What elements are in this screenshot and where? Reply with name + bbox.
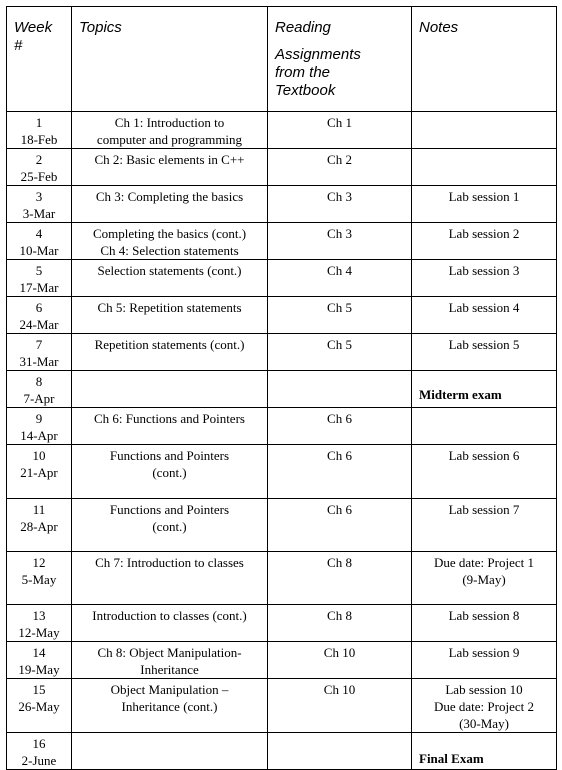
notes-cell: [412, 371, 557, 408]
topic-cell: [72, 112, 268, 149]
week-cell: [7, 679, 72, 733]
table-row: [7, 445, 557, 499]
topic-cell: [72, 149, 268, 186]
week-date: 2-June: [21, 753, 57, 768]
topic-cell: [72, 260, 268, 297]
topic-cell: [72, 642, 268, 679]
week-cell: [7, 408, 72, 445]
reading-cell: [268, 334, 412, 371]
notes-cell: [412, 112, 557, 149]
notes: Midterm exam: [419, 387, 502, 402]
table-row: [7, 334, 557, 371]
topic: Object Manipulation – Inheritance (cont.): [110, 682, 229, 714]
table-row: [7, 260, 557, 297]
topic-cell: [72, 605, 268, 642]
reading: Ch 3: [327, 226, 352, 241]
week-cell: [7, 445, 72, 499]
week-date: 10-Mar: [19, 243, 59, 258]
week-number: 14: [32, 645, 46, 660]
reading-cell: [268, 371, 412, 408]
header-notes: [412, 7, 557, 112]
notes: Lab session 5: [448, 337, 520, 352]
week-number: 8: [35, 374, 43, 389]
week-date: 26-May: [18, 699, 60, 714]
reading: [268, 371, 411, 373]
week-number: 16: [32, 736, 46, 751]
table-row: [7, 605, 557, 642]
reading: Ch 6: [327, 411, 352, 426]
week-cell: [7, 186, 72, 223]
week-date: 7-Apr: [23, 391, 55, 406]
topic: Functions and Pointers (cont.): [109, 502, 230, 534]
topic-cell: [72, 499, 268, 552]
topic-cell: [72, 445, 268, 499]
notes: [412, 149, 556, 151]
topic-cell: [72, 679, 268, 733]
week-cell: [7, 642, 72, 679]
week-date: 18-Feb: [20, 132, 58, 147]
header-reading: [268, 7, 412, 112]
reading: Ch 10: [323, 645, 356, 660]
topic: Introduction to classes (cont.): [92, 608, 247, 623]
week-date: 28-Apr: [20, 519, 58, 534]
table-row: [7, 679, 557, 733]
week-cell: [7, 223, 72, 260]
reading-cell: [268, 552, 412, 605]
reading: Ch 4: [327, 263, 352, 278]
topic-cell: [72, 297, 268, 334]
table-row: [7, 499, 557, 552]
notes: Lab session 7: [448, 502, 520, 517]
notes-cell: [412, 223, 557, 260]
topic-cell: [72, 371, 268, 408]
table-row: [7, 149, 557, 186]
table-row: [7, 112, 557, 149]
notes: Lab session 4: [448, 300, 520, 315]
header-reading-sublabel: Assignments from the Textbook: [275, 46, 361, 99]
reading-cell: [268, 499, 412, 552]
topic: Repetition statements (cont.): [94, 337, 245, 352]
header-reading-label: Reading: [275, 19, 331, 36]
week-number: 13: [32, 608, 46, 623]
week-date: 21-Apr: [20, 465, 58, 480]
notes: Final Exam: [419, 751, 484, 766]
reading-cell: [268, 679, 412, 733]
week-cell: [7, 334, 72, 371]
week-number: 9: [35, 411, 43, 426]
notes: Lab session 2: [448, 226, 520, 241]
week-date: 25-Feb: [20, 169, 58, 184]
header-topics: [72, 7, 268, 112]
topic: Ch 3: Completing the basics: [95, 189, 244, 204]
notes: [412, 408, 556, 410]
topic: [72, 371, 267, 373]
reading: Ch 8: [327, 608, 352, 623]
notes-cell: [412, 186, 557, 223]
week-number: 7: [35, 337, 43, 352]
topic: Ch 5: Repetition statements: [97, 300, 242, 315]
week-cell: [7, 605, 72, 642]
notes-cell: [412, 445, 557, 499]
reading: Ch 2: [327, 152, 352, 167]
reading: Ch 3: [327, 189, 352, 204]
reading-cell: [268, 260, 412, 297]
week-number: 11: [32, 502, 46, 517]
reading: Ch 5: [327, 337, 352, 352]
week-date: 14-Apr: [20, 428, 58, 443]
table-row: [7, 371, 557, 408]
week-number: 10: [32, 448, 46, 463]
week-date: 12-May: [18, 625, 60, 640]
reading: [268, 733, 411, 735]
topic: Completing the basics (cont.) Ch 4: Selection statements: [92, 226, 247, 258]
week-date: 24-Mar: [19, 317, 59, 332]
topic: [72, 733, 267, 735]
week-date: 3-Mar: [22, 206, 56, 221]
week-cell: [7, 733, 72, 770]
reading: Ch 10: [323, 682, 356, 697]
notes-cell: [412, 260, 557, 297]
table-row: [7, 733, 557, 770]
week-date: 19-May: [18, 662, 60, 677]
topic: Ch 1: Introduction to computer and programming: [96, 115, 243, 147]
table-row: [7, 642, 557, 679]
topic-cell: [72, 223, 268, 260]
week-number: 5: [35, 263, 43, 278]
week-date: 5-May: [21, 572, 57, 587]
topic: Ch 6: Functions and Pointers: [94, 411, 245, 426]
topic: Functions and Pointers (cont.): [109, 448, 230, 480]
reading: Ch 6: [327, 448, 352, 463]
notes: Lab session 8: [448, 608, 520, 623]
notes: Due date: Project 1 (9-May): [434, 555, 534, 587]
week-cell: [7, 297, 72, 334]
topic-cell: [72, 408, 268, 445]
table-row: [7, 297, 557, 334]
week-cell: [7, 371, 72, 408]
table-row: [7, 186, 557, 223]
notes-cell: [412, 605, 557, 642]
reading-cell: [268, 297, 412, 334]
notes: Lab session 9: [448, 645, 520, 660]
topic: Ch 7: Introduction to classes: [95, 555, 244, 570]
table-row: [7, 223, 557, 260]
topic-cell: [72, 186, 268, 223]
week-cell: [7, 552, 72, 605]
reading-cell: [268, 408, 412, 445]
reading-cell: [268, 733, 412, 770]
reading-cell: [268, 445, 412, 499]
notes: Lab session 10 Due date: Project 2 (30-May): [434, 682, 534, 731]
week-number: 3: [35, 189, 43, 204]
table-row: [7, 552, 557, 605]
week-date: 17-Mar: [19, 280, 59, 295]
week-number: 15: [32, 682, 46, 697]
reading-cell: [268, 605, 412, 642]
notes-cell: [412, 679, 557, 733]
header-topics-label: Topics: [79, 19, 122, 36]
topic-cell: [72, 733, 268, 770]
header-week-label: Week #: [14, 19, 53, 54]
notes: Lab session 1: [448, 189, 520, 204]
course-schedule-table: [6, 6, 557, 770]
notes-cell: [412, 642, 557, 679]
week-cell: [7, 260, 72, 297]
week-cell: [7, 112, 72, 149]
reading: Ch 8: [327, 555, 352, 570]
topic: Selection statements (cont.): [97, 263, 242, 278]
notes-cell: [412, 552, 557, 605]
schedule-body: [7, 112, 557, 770]
reading-cell: [268, 186, 412, 223]
notes: Lab session 6: [448, 448, 520, 463]
reading: Ch 1: [327, 115, 352, 130]
week-number: 6: [35, 300, 43, 315]
topic: Ch 8: Object Manipulation- Inheritance: [97, 645, 242, 677]
week-number: 4: [35, 226, 43, 241]
week-number: 12: [32, 555, 46, 570]
week-cell: [7, 499, 72, 552]
reading: Ch 6: [327, 502, 352, 517]
notes-cell: [412, 499, 557, 552]
notes: [412, 112, 556, 114]
week-cell: [7, 149, 72, 186]
reading-cell: [268, 112, 412, 149]
week-number: 1: [35, 115, 43, 130]
notes-cell: [412, 149, 557, 186]
header-row: [7, 7, 557, 112]
reading-cell: [268, 149, 412, 186]
topic: Ch 2: Basic elements in C++: [94, 152, 245, 167]
notes-cell: [412, 297, 557, 334]
notes: Lab session 3: [448, 263, 520, 278]
week-number: 2: [35, 152, 43, 167]
topic-cell: [72, 552, 268, 605]
table-row: [7, 408, 557, 445]
reading: Ch 5: [327, 300, 352, 315]
week-date: 31-Mar: [19, 354, 59, 369]
header-notes-label: Notes: [419, 19, 459, 36]
topic-cell: [72, 334, 268, 371]
header-week: [7, 7, 72, 112]
notes-cell: [412, 733, 557, 770]
reading-cell: [268, 642, 412, 679]
reading-cell: [268, 223, 412, 260]
notes-cell: [412, 408, 557, 445]
notes-cell: [412, 334, 557, 371]
